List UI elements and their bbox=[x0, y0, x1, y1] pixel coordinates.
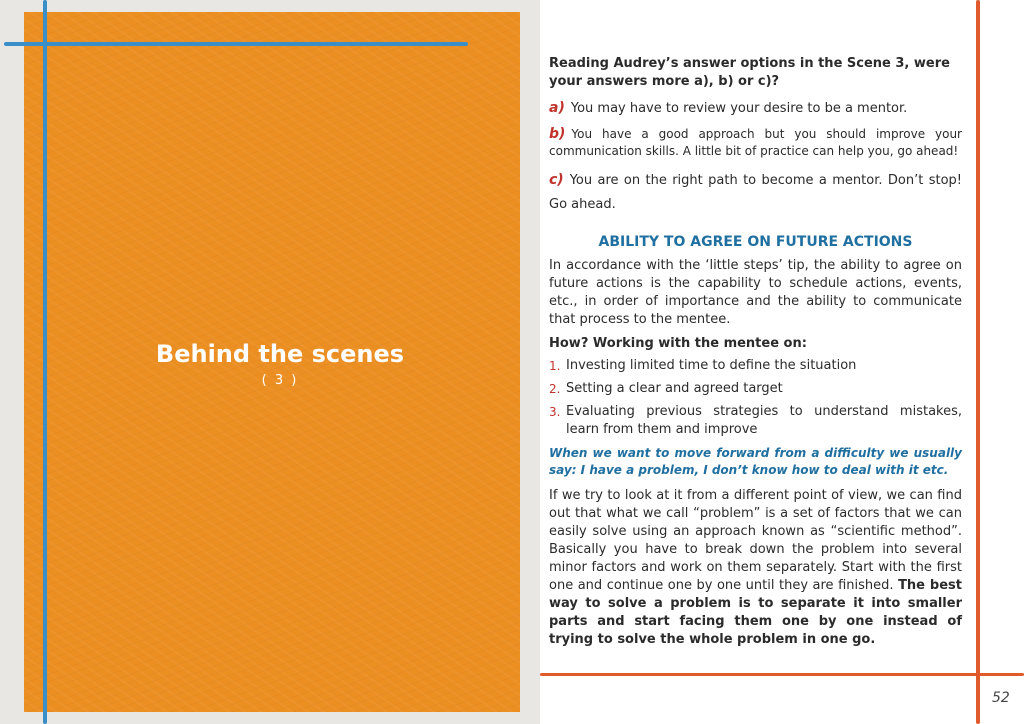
option-c bbox=[549, 168, 962, 217]
intro-paragraph: In accordance with the ‘little steps’ tip, the ability to agree on future actions is the capability to schedule actions, events, etc., in order of importance and the ability to communicate that process to the mentee. bbox=[549, 258, 962, 327]
step-number: 3. bbox=[549, 405, 561, 419]
step-number: 1. bbox=[549, 359, 561, 373]
body-bold-text: The best way to solve a problem is to separate it into smaller parts and start facing them one by one instead of trying to solve the whole problem in one go. bbox=[549, 578, 962, 647]
option-c-letter: c) bbox=[549, 172, 564, 188]
list-item bbox=[549, 357, 962, 375]
red-vertical-line bbox=[976, 0, 980, 724]
how-label: How? Working with the mentee on: bbox=[549, 336, 807, 351]
option-b-letter: b) bbox=[549, 126, 566, 142]
option-b-text: You have a good approach but you should improve your communication skills. A little bit of practice can help you, go ahead! bbox=[549, 127, 962, 158]
blue-horizontal-line bbox=[4, 42, 468, 46]
page-number: 52 bbox=[992, 690, 1010, 706]
step-text: Setting a clear and agreed target bbox=[566, 381, 783, 396]
highlight-quote: When we want to move forward from a difficulty we usually say: I have a problem, I don’t know how to deal with it etc. bbox=[549, 446, 962, 477]
step-text: Investing limited time to define the situation bbox=[566, 358, 857, 373]
body-paragraph bbox=[549, 487, 962, 649]
list-item bbox=[549, 380, 962, 398]
blue-vertical-line bbox=[43, 0, 47, 724]
steps-list bbox=[549, 357, 962, 439]
right-page-content bbox=[549, 55, 962, 649]
scene-title: Behind the scenes bbox=[155, 340, 405, 368]
body-text: If we try to look at it from a different point of view, we can find out that what we call “problem” is a set of factors that we can easily solve using an approach known as “scientific method”. Basically you have to break down the problem into several minor factors and work on them separately. Start with the first one and continue one by one until they are finished. bbox=[549, 488, 962, 593]
red-horizontal-line bbox=[540, 673, 1024, 676]
option-c-text: You are on the right path to become a mentor. Don’t stop! Go ahead. bbox=[549, 173, 962, 212]
step-text: Evaluating previous strategies to understand mistakes, learn from them and improve bbox=[566, 404, 962, 437]
step-number: 2. bbox=[549, 382, 561, 396]
scene-subtitle: ( 3 ) bbox=[261, 373, 299, 388]
option-a bbox=[549, 99, 962, 118]
option-a-text: You may have to review your desire to be a mentor. bbox=[570, 101, 908, 116]
list-item bbox=[549, 403, 962, 439]
section-heading: ABILITY TO AGREE ON FUTURE ACTIONS bbox=[598, 234, 913, 250]
question-text: Reading Audrey’s answer options in the Scene 3, were your answers more a), b) or c)? bbox=[549, 56, 950, 89]
option-a-letter: a) bbox=[549, 100, 565, 116]
option-b bbox=[549, 126, 962, 160]
